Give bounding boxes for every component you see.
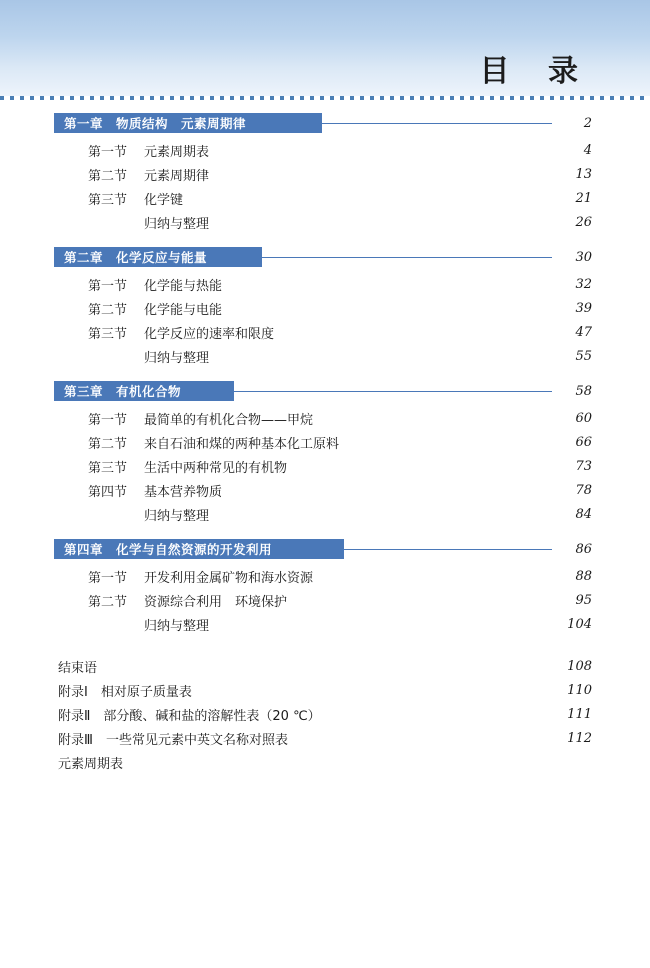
toc-backmatter-row[interactable] — [58, 654, 592, 678]
section-title: 生活中两种常见的有机物 — [144, 460, 288, 476]
section-page-number: 55 — [575, 348, 592, 364]
toc-section-row[interactable] — [88, 272, 592, 296]
section-page-number: 60 — [575, 410, 592, 426]
section-title: 化学反应的速率和限度 — [144, 326, 275, 342]
backmatter-title: 附录Ⅱ 部分酸、碱和盐的溶解性表（20 ℃） — [58, 708, 321, 724]
header-dotted-rule — [0, 96, 650, 100]
section-page-number: 104 — [567, 616, 592, 632]
section-label: 第二节 — [88, 436, 128, 452]
toc-backmatter-row[interactable] — [58, 726, 592, 750]
section-label: 第三节 — [88, 192, 128, 208]
backmatter-title: 附录Ⅰ 相对原子质量表 — [58, 684, 192, 700]
backmatter-page-number: 111 — [567, 706, 592, 722]
chapter-title-bar — [54, 381, 234, 401]
chapter-title-bar — [54, 539, 344, 559]
section-label: 第四节 — [88, 484, 128, 500]
toc-backmatter-row[interactable] — [58, 702, 592, 726]
toc-section-row[interactable] — [88, 502, 592, 526]
section-title: 元素周期表 — [144, 144, 210, 160]
chapter-block — [0, 534, 650, 636]
section-label: 第三节 — [88, 460, 128, 476]
section-label: 第三节 — [88, 326, 128, 342]
chapter-title-bar — [54, 113, 322, 133]
toc-section-row[interactable] — [88, 612, 592, 636]
section-page-number: 39 — [575, 300, 592, 316]
toc-section-row[interactable] — [88, 210, 592, 234]
chapter-page-number: 30 — [575, 249, 592, 265]
chapter-rule — [262, 257, 552, 258]
chapter-block — [0, 376, 650, 526]
chapter-page-number: 2 — [583, 115, 592, 131]
section-title: 资源综合利用 环境保护 — [144, 594, 288, 610]
backmatter-title: 元素周期表 — [58, 756, 124, 772]
section-title: 归纳与整理 — [144, 216, 210, 232]
chapter-title: 第三章 有机化合物 — [64, 384, 182, 399]
section-page-number: 84 — [575, 506, 592, 522]
toc-section-row[interactable] — [88, 320, 592, 344]
section-page-number: 21 — [575, 190, 592, 206]
chapter-rule — [234, 391, 552, 392]
section-title: 归纳与整理 — [144, 618, 210, 634]
section-title: 化学能与热能 — [144, 278, 223, 294]
section-page-number: 88 — [575, 568, 592, 584]
chapter-heading-row[interactable] — [54, 376, 592, 406]
section-page-number: 95 — [575, 592, 592, 608]
chapter-block — [0, 242, 650, 368]
section-page-number: 73 — [575, 458, 592, 474]
section-label: 第一节 — [88, 570, 128, 586]
section-page-number: 26 — [575, 214, 592, 230]
toc-section-row[interactable] — [88, 296, 592, 320]
toc-section-row[interactable] — [88, 478, 592, 502]
section-title: 最简单的有机化合物——甲烷 — [144, 412, 314, 428]
chapter-rule — [322, 123, 552, 124]
toc-section-row[interactable] — [88, 162, 592, 186]
section-page-number: 32 — [575, 276, 592, 292]
backmatter-page-number: 112 — [567, 730, 592, 746]
section-title: 开发利用金属矿物和海水资源 — [144, 570, 314, 586]
chapter-title-bar — [54, 247, 262, 267]
section-page-number: 4 — [583, 142, 592, 158]
toc-section-row[interactable] — [88, 344, 592, 368]
section-title: 化学能与电能 — [144, 302, 223, 318]
section-label: 第一节 — [88, 144, 128, 160]
section-title: 归纳与整理 — [144, 508, 210, 524]
section-title: 归纳与整理 — [144, 350, 210, 366]
chapter-heading-row[interactable] — [54, 534, 592, 564]
toc-section-row[interactable] — [88, 564, 592, 588]
toc-section-row[interactable] — [88, 588, 592, 612]
section-label: 第二节 — [88, 594, 128, 610]
chapter-rule — [344, 549, 552, 550]
chapter-title: 第一章 物质结构 元素周期律 — [64, 116, 247, 131]
section-title: 基本营养物质 — [144, 484, 223, 500]
toc-section-row[interactable] — [88, 430, 592, 454]
backmatter-list — [0, 654, 650, 774]
section-label: 第二节 — [88, 302, 128, 318]
chapter-heading-row[interactable] — [54, 108, 592, 138]
section-label: 第一节 — [88, 278, 128, 294]
section-title: 化学键 — [144, 192, 184, 208]
section-label: 第一节 — [88, 412, 128, 428]
section-title: 来自石油和煤的两种基本化工原料 — [144, 436, 340, 452]
chapter-page-number: 58 — [575, 383, 592, 399]
chapter-block — [0, 108, 650, 234]
chapter-heading-row[interactable] — [54, 242, 592, 272]
toc-section-row[interactable] — [88, 186, 592, 210]
page-header-band — [0, 0, 650, 96]
chapter-page-number: 86 — [575, 541, 592, 557]
section-page-number: 78 — [575, 482, 592, 498]
backmatter-title: 附录Ⅲ 一些常见元素中英文名称对照表 — [58, 732, 288, 748]
section-page-number: 66 — [575, 434, 592, 450]
section-label: 第二节 — [88, 168, 128, 184]
section-page-number: 47 — [575, 324, 592, 340]
table-of-contents — [0, 108, 650, 774]
page-title: 目 录 — [479, 54, 592, 89]
toc-section-row[interactable] — [88, 138, 592, 162]
section-page-number: 13 — [575, 166, 592, 182]
section-title: 元素周期律 — [144, 168, 210, 184]
backmatter-page-number: 110 — [567, 682, 592, 698]
toc-section-row[interactable] — [88, 406, 592, 430]
backmatter-title: 结束语 — [58, 660, 98, 676]
backmatter-page-number: 108 — [567, 658, 592, 674]
toc-section-row[interactable] — [88, 454, 592, 478]
toc-backmatter-row[interactable] — [58, 750, 592, 774]
toc-backmatter-row[interactable] — [58, 678, 592, 702]
chapter-title: 第二章 化学反应与能量 — [64, 250, 208, 265]
chapter-title: 第四章 化学与自然资源的开发利用 — [64, 542, 273, 557]
